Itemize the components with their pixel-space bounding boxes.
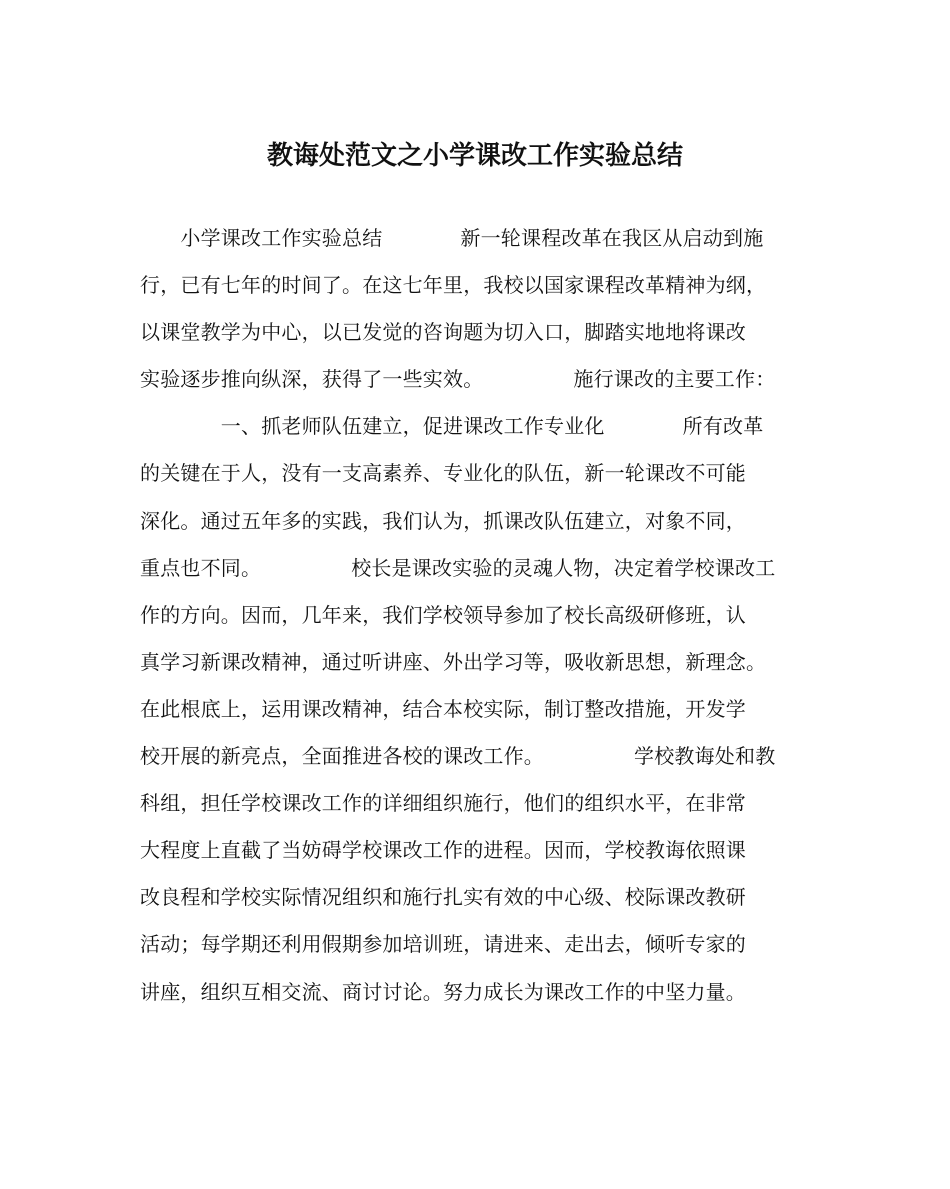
- body-text-segment: 重点也不同。: [140, 555, 262, 580]
- body-text-segment: 校开展的新亮点，全面推进各校的课改工作。: [140, 744, 544, 769]
- body-text-segment: 校长是课改实验的灵魂人物，决定着学校课改工: [351, 555, 776, 580]
- body-line: [140, 784, 820, 831]
- body-text-segment: 科组，担任学校课改工作的详细组织施行，他们的组织水平，在非常: [140, 791, 746, 816]
- body-line: [140, 925, 820, 972]
- body-text-segment: 改良程和学校实际情况组织和施行扎实有效的中心级、校际课改教研: [140, 885, 746, 910]
- body-line: [140, 596, 820, 643]
- body-line: [140, 454, 820, 501]
- body-line: [140, 407, 820, 454]
- body-text-segment: 小学课改工作实验总结: [140, 226, 383, 250]
- body-text-segment: 在此根底上，运用课改精神，结合本校实际，制订整改措施，开发学: [140, 696, 746, 721]
- body-text-segment: 实验逐步推向纵深，获得了一些实效。: [140, 367, 484, 392]
- body-line: [140, 690, 820, 737]
- body-text-segment: 作的方向。因而，几年来，我们学校领导参加了校长高级研修班，认: [140, 602, 746, 627]
- body-text-segment: 一、抓老师队伍建立，促进课改工作专业化: [140, 414, 605, 439]
- body-text-segment: 新一轮课程改革在我区从启动到施: [460, 226, 764, 250]
- body-text-segment: 以课堂教学为中心，以已发觉的咨询题为切入口，脚踏实地地将课改: [140, 320, 746, 345]
- body-line: [140, 266, 820, 313]
- body-text-segment: 深化。通过五年多的实践，我们认为，抓课改队伍建立，对象不同，: [140, 508, 746, 533]
- body-line: [140, 219, 820, 266]
- body-text-segment: 的关键在于人，没有一支高素养、专业化的队伍，新一轮课改不可能: [140, 461, 746, 486]
- body-text-segment: 学校教诲处和教: [634, 744, 776, 769]
- body-text-segment: 行，已有七年的时间了。在这七年里，我校以国家课程改革精神为纲，: [140, 273, 767, 298]
- body-line: [140, 737, 820, 784]
- body-text-segment: 所有改革: [682, 414, 764, 439]
- body-text-segment: 讲座，组织互相交流、商讨讨论。努力成长为课改工作的中坚力量。: [140, 979, 746, 1004]
- document-title: 教诲处范文之小学课改工作实验总结: [266, 141, 683, 171]
- body-text-segment: 活动；每学期还利用假期参加培训班，请进来、走出去，倾听专家的: [140, 932, 746, 957]
- body-line: [140, 313, 820, 360]
- body-text-segment: 施行课改的主要工作：: [573, 367, 776, 392]
- body-line: [140, 360, 820, 407]
- body-line: [140, 973, 820, 1020]
- body-line: [140, 502, 820, 549]
- body-line: [140, 831, 820, 878]
- body-line: [140, 643, 820, 690]
- body-text-segment: 真学习新课改精神，通过听讲座、外出学习等，吸收新思想，新理念。: [140, 649, 767, 674]
- body-line: [140, 878, 820, 925]
- body-text-segment: 大程度上直截了当妨碍学校课改工作的进程。因而，学校教诲依照课: [140, 838, 746, 863]
- document-body: [140, 219, 820, 1020]
- body-line: [140, 549, 820, 596]
